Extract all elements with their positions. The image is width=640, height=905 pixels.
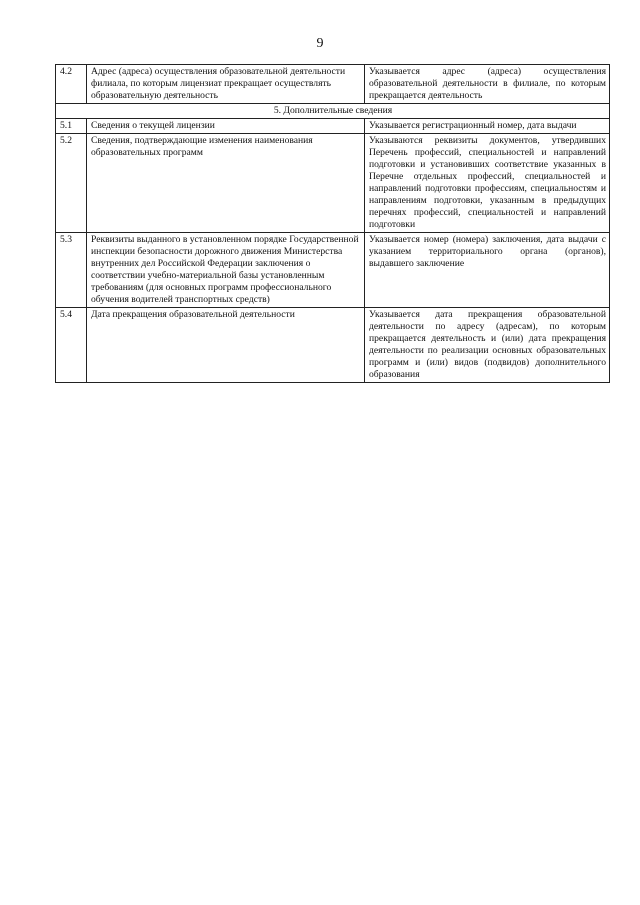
table-row bbox=[56, 134, 610, 233]
row-description: Указывается номер (номера) заключения, дата выдачи с указанием территориального органа (органов), выдавшего заключение bbox=[365, 233, 610, 308]
row-description: Указывается адрес (адреса) осуществления образовательной деятельности в филиале, по которым прекращается деятельность bbox=[365, 65, 610, 104]
section-row bbox=[56, 104, 610, 119]
row-description: Указывается регистрационный номер, дата выдачи bbox=[365, 119, 610, 134]
row-number: 5.1 bbox=[56, 119, 87, 134]
row-description: Указывается дата прекращения образовательной деятельности по адресу (адресам), по которым прекращается деятельность и (или) дата прекращения деятельности по реализации основных образовательных программ и (или) видов (подвидов) дополнительного образования bbox=[365, 308, 610, 383]
table-row bbox=[56, 119, 610, 134]
row-number: 5.2 bbox=[56, 134, 87, 233]
row-name: Сведения, подтверждающие изменения наименования образовательных программ bbox=[87, 134, 365, 233]
page-number: 9 bbox=[316, 36, 324, 51]
row-name: Сведения о текущей лицензии bbox=[87, 119, 365, 134]
table-row bbox=[56, 308, 610, 383]
row-name: Адрес (адреса) осуществления образовательной деятельности филиала, по которым лицензиат прекращает осуществлять образовательную деятельность bbox=[87, 65, 365, 104]
section-title: 5. Дополнительные сведения bbox=[56, 104, 610, 119]
row-name: Реквизиты выданного в установленном порядке Государственной инспекции безопасности дорожного движения Министерства внутренних дел Российской Федерации заключения о соответствии учебно-материальной базы установленным требованиям (для основных программ профессионального обучения водителей транспортных средств) bbox=[87, 233, 365, 308]
requirements-table bbox=[55, 64, 610, 383]
row-number: 5.3 bbox=[56, 233, 87, 308]
row-name: Дата прекращения образовательной деятельности bbox=[87, 308, 365, 383]
row-number: 5.4 bbox=[56, 308, 87, 383]
table-row bbox=[56, 65, 610, 104]
table-row bbox=[56, 233, 610, 308]
row-number: 4.2 bbox=[56, 65, 87, 104]
row-description: Указываются реквизиты документов, утвердивших Перечень профессий, специальностей и направлений подготовки и установивших соответствие указанных в Перечне отдельных профессий, специальностей и направлений подготовки профессиям, специальностям и направлениям подготовки, указанным в предыдущих перечнях профессий, специальностей и направлений подготовки bbox=[365, 134, 610, 233]
